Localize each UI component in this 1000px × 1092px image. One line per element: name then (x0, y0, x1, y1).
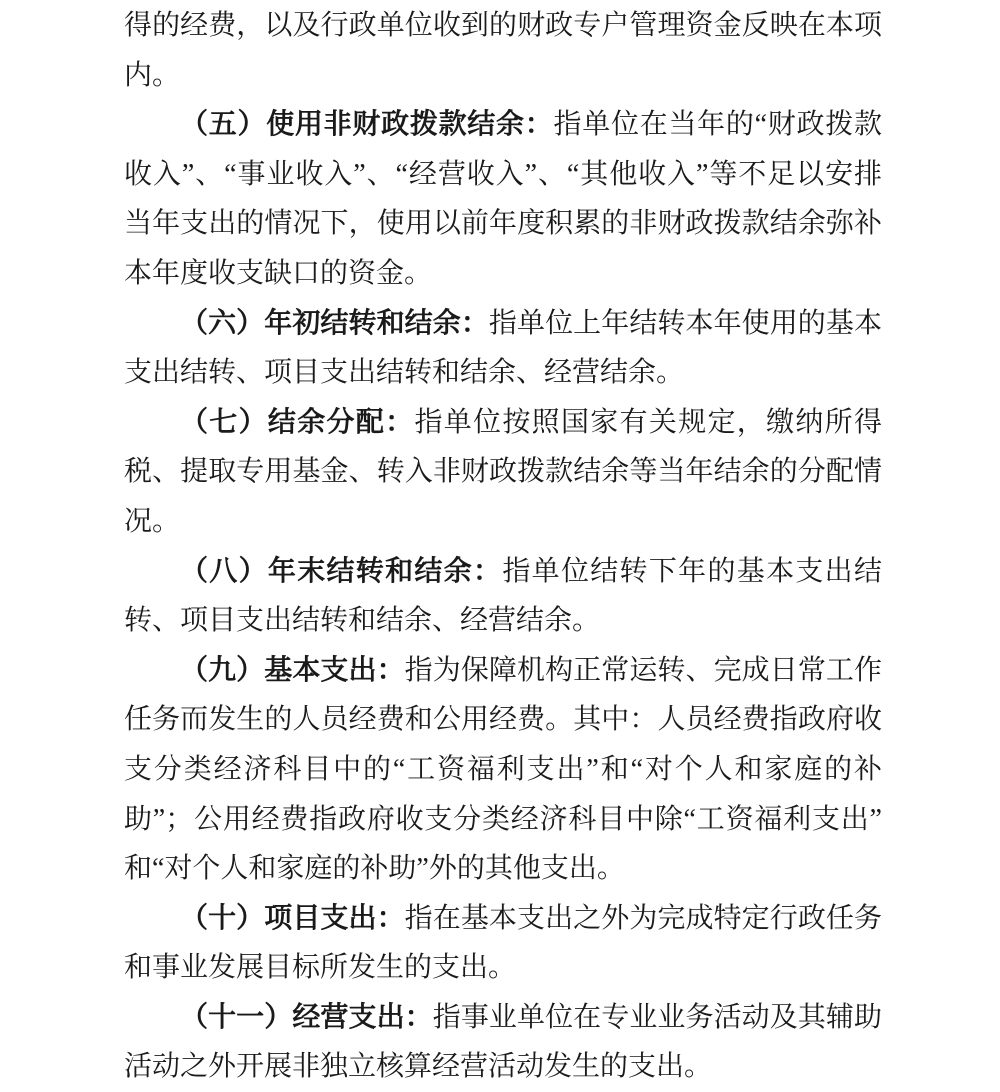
paragraph-text: 得的经费，以及行政单位收到的财政专户管理资金反映在本项内。 (124, 10, 882, 91)
paragraph-lead: （十一）经营支出： (180, 1001, 433, 1033)
paragraph-lead: （十）项目支出： (180, 902, 405, 934)
paragraph-lead: （七）结余分配： (180, 406, 415, 438)
paragraph (124, 1, 882, 100)
paragraph (124, 894, 882, 993)
paragraph (124, 547, 882, 646)
paragraph-lead: （五）使用非财政拨款结余： (180, 109, 554, 141)
document-body (124, 1, 882, 1092)
paragraph-lead: （六）年初结转和结余： (180, 307, 489, 339)
paragraph-text: 指事业单位在专业业务活动及其辅助活动之外开展非独立核算经营活动发生的支出。 (124, 1001, 882, 1083)
paragraph-text: 指在基本支出之外为完成特定行政任务和事业发展目标所发生的支出。 (124, 902, 882, 984)
paragraph (124, 299, 882, 398)
paragraph-lead: （八）年末结转和结余： (180, 555, 503, 587)
paragraph-lead: （九）基本支出： (180, 654, 405, 686)
paragraph (124, 398, 882, 547)
paragraph-text: 指为保障机构正常运转、完成日常工作任务而发生的人员经费和公用经费。其中：人员经费指政府收支分类经济科目中的“工资福利支出”和“对个人和家庭的补助”；公用经费指政府收支分类经济科目中除“工资福利支出”和“对个人和家庭的补助”外的其他支出。 (124, 654, 882, 885)
paragraph-text: 指单位结转下年的基本支出结转、项目支出结转和结余、经营结余。 (124, 555, 882, 637)
paragraph (124, 993, 882, 1092)
paragraph (124, 646, 882, 894)
paragraph-text: 指单位在当年的“财政拨款收入”、“事业收入”、“经营收入”、“其他收入”等不足以安排当年支出的情况下，使用以前年度积累的非财政拨款结余弥补本年度收支缺口的资金。 (124, 109, 882, 289)
paragraph-text: 指单位上年结转本年使用的基本支出结转、项目支出结转和结余、经营结余。 (124, 307, 882, 389)
paragraph-text: 指单位按照国家有关规定，缴纳所得税、提取专用基金、转入非财政拨款结余等当年结余的分配情况。 (124, 406, 882, 537)
paragraph (124, 100, 882, 298)
